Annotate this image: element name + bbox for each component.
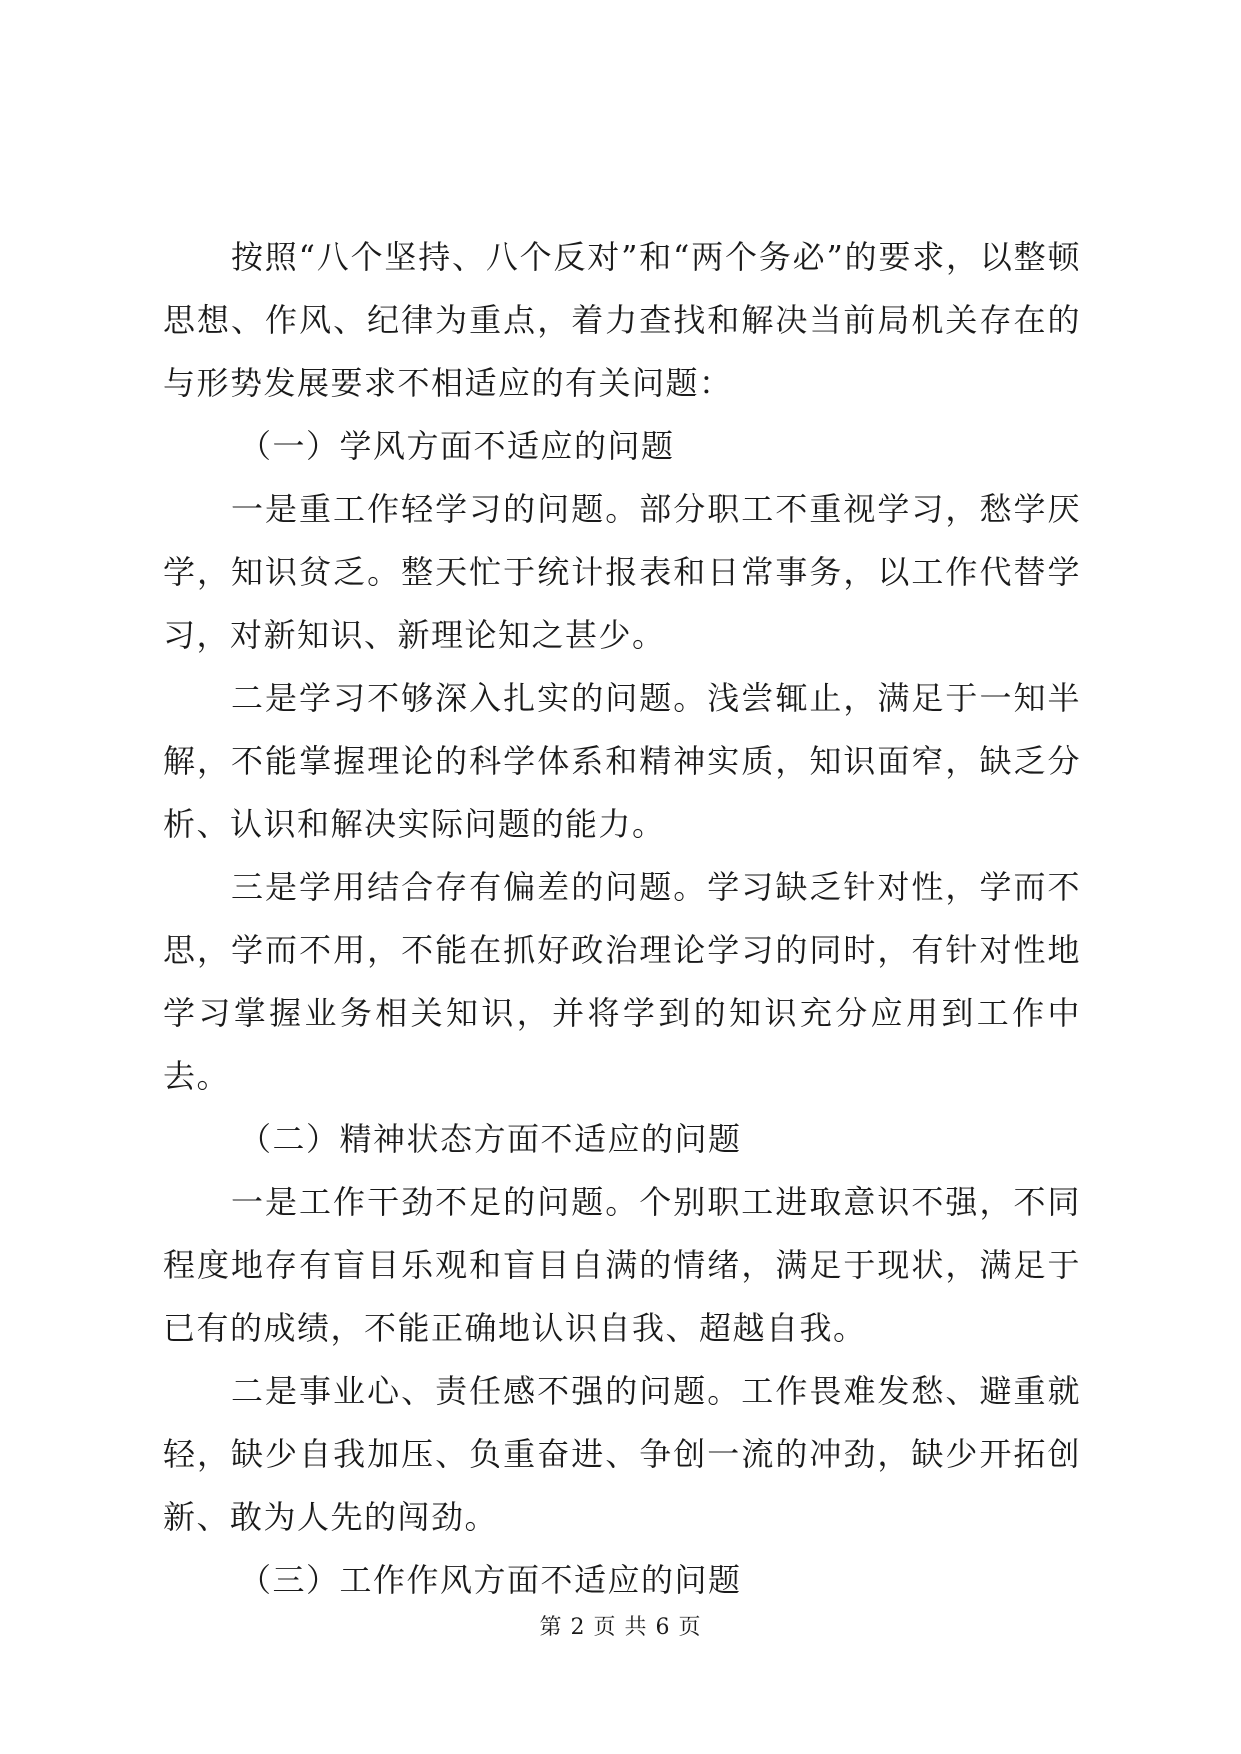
paragraph-study-2: 二是学习不够深入扎实的问题。浅尝辄止，满足于一知半解，不能掌握理论的科学体系和精神实质，知识面窄，缺乏分析、认识和解决实际问题的能力。 <box>163 679 1081 843</box>
section-heading-work-style: （三）工作作风方面不适应的问题 <box>239 1561 742 1599</box>
paragraph-study-1: 一是重工作轻学习的问题。部分职工不重视学习，愁学厌学，知识贫乏。整天忙于统计报表和日常事务，以工作代替学习，对新知识、新理论知之甚少。 <box>163 490 1081 654</box>
paragraph-spirit-2: 二是事业心、责任感不强的问题。工作畏难发愁、避重就轻，缺少自我加压、负重奋进、争创一流的冲劲，缺少开拓创新、敢为人先的闯劲。 <box>163 1372 1081 1536</box>
paragraph-spirit-1: 一是工作干劲不足的问题。个别职工进取意识不强，不同程度地存有盲目乐观和盲目自满的情绪，满足于现状，满足于已有的成绩，不能正确地认识自我、超越自我。 <box>163 1183 1081 1347</box>
section-heading-study-style: （一）学风方面不适应的问题 <box>239 427 675 465</box>
paragraph-study-3: 三是学用结合存有偏差的问题。学习缺乏针对性，学而不思，学而不用，不能在抓好政治理论学习的同时，有针对性地学习掌握业务相关知识，并将学到的知识充分应用到工作中去。 <box>163 868 1081 1095</box>
document-body <box>163 226 1081 1612</box>
intro-paragraph: 按照“八个坚持、八个反对”和“两个务必”的要求，以整顿思想、作风、纪律为重点，着力查找和解决当前局机关存在的与形势发展要求不相适应的有关问题： <box>163 238 1081 402</box>
page-number-footer: 第 2 页 共 6 页 <box>539 1615 702 1640</box>
section-heading-spirit: （二）精神状态方面不适应的问题 <box>239 1120 742 1158</box>
